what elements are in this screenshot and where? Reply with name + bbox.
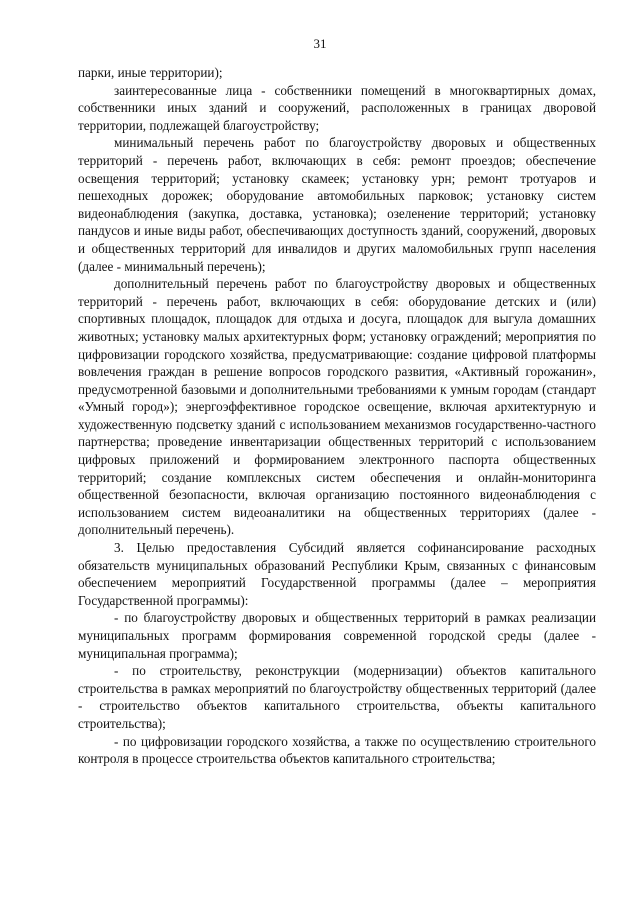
list-item-construction: - по строительству, реконструкции (модернизации) объектов капитального строительства в рамках мероприятий по благоустройству общественных территорий (далее - строительство объектов капитального строительства, объекты капитального строительства); — [78, 663, 596, 731]
list-item-landscaping: - по благоустройству дворовых и общественных территорий в рамках реализации муниципальных программ формирования современной городской среды (далее - муниципальная программа); — [78, 610, 596, 661]
page-number: 31 — [313, 36, 327, 51]
list-item-digitalization: - по цифровизации городского хозяйства, а также по осуществлению строительного контроля в процессе строительства объектов капитального строительства; — [78, 733, 596, 767]
paragraph-additional-list: дополнительный перечень работ по благоустройству дворовых и общественных территорий - перечень работ, включающих в себя: оборудование детских и (или) спортивных площадок, площадок для отдыха и досуга, площадок для выгула домашних животных; установку малых архитектурных форм; установку ограждений; мероприятия по цифровизации городского хозяйства, предусматривающие: создание цифровой платформы вовлечения граждан в решение вопросов городского развития, «Активный горожанин», предусмотренной базовыми и дополнительными требованиями к умным городам (стандарт «Умный город»); энергоэффективное городское освещение, включая архитектурную и художественную подсветку зданий с использованием механизмов государственно-частного партнерства; проведение инвентаризации общественных территорий с использованием цифровых приложений и формированием электронного паспорта общественных территорий; создание комплексных систем обеспечения и онлайн-мониторинга общественной безопасности, включая организацию постоянного видеонаблюдения с использованием систем видеоаналитики на общественных территориях (далее - дополнительный перечень). — [78, 276, 596, 538]
paragraph-parks: парки, иные территории); — [78, 65, 223, 80]
paragraph-minimum-list: минимальный перечень работ по благоустройству дворовых и общественных территорий - перечень работ, включающих в себя: ремонт проездов; обеспечение освещения территорий; установку скамеек; установку урн; ремонт тротуаров и пешеходных дорожек; оборудование автомобильных парковок; установку систем видеонаблюдения (закупка, доставка, установка); озеленение территорий; установку пандусов и иные виды работ, обеспечивающих доступность зданий, сооружений, дворовых и общественных территорий для инвалидов и других маломобильных групп населения (далее - минимальный перечень); — [78, 135, 596, 274]
document-body — [78, 64, 596, 768]
paragraph-subsidy-purpose: 3. Целью предоставления Субсидий является софинансирование расходных обязательств муниципальных образований Республики Крым, связанных с финансовым обеспечением мероприятий Государственной программы (далее – мероприятия Государственной программы): — [78, 540, 596, 608]
paragraph-interested-parties: заинтересованные лица - собственники помещений в многоквартирных домах, собственники иных зданий и сооружений, расположенных в границах дворовой территории, подлежащей благоустройству; — [78, 82, 596, 133]
